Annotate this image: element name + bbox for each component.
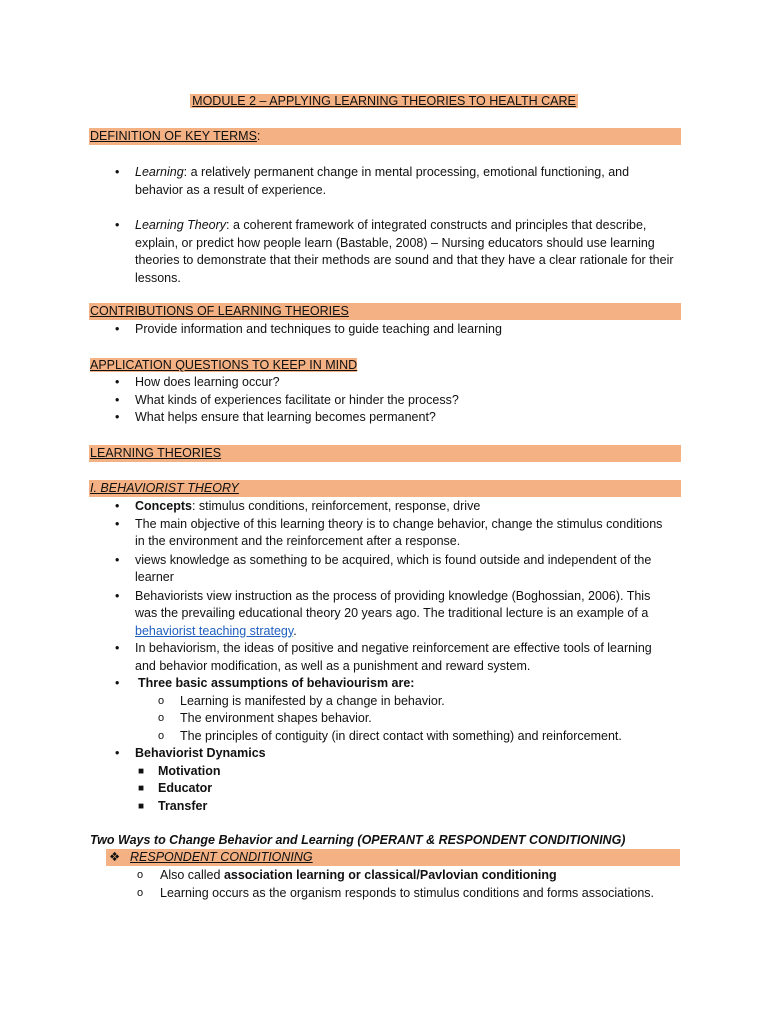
list-item: • The main objective of this learning theory is to change behavior, change the stimulus conditions in the environment and the reinforcement after a response. (115, 516, 663, 548)
section-header-definitions: DEFINITION OF KEY TERMS: (89, 128, 681, 145)
bullet-icon: • (115, 746, 120, 760)
two-ways-heading: Two Ways to Change Behavior and Learning (OPERANT & RESPONDENT CONDITIONING) (90, 833, 626, 847)
sub-list-item: o Learning is manifested by a change in behavior. (0, 693, 680, 711)
square-bullet-icon: ■ (138, 765, 145, 777)
list-item: • Provide information and techniques to guide teaching and learning (0, 321, 675, 339)
sub-list-item: ■ Transfer (0, 798, 658, 816)
sub-list-item: ■ Educator (0, 780, 658, 798)
bullet-icon: • (115, 676, 120, 690)
application-list (0, 374, 768, 427)
bullet-icon: • (115, 641, 120, 655)
list-item: • What kinds of experiences facilitate or hinder the process? (0, 392, 675, 410)
list-item: • Three basic assumptions of behaviourism are: (0, 675, 675, 693)
square-bullet-icon: ■ (138, 783, 145, 794)
list-item: • Behaviorist Dynamics (0, 745, 675, 763)
list-item: • What helps ensure that learning becomes permanent? (0, 409, 675, 427)
bullet-icon: • (115, 392, 120, 407)
bullet-icon: • (115, 165, 120, 179)
sub-list-item: o Learning occurs as the organism responds to stimulus conditions and forms associations. (0, 885, 700, 903)
section-header-contributions: CONTRIBUTIONS OF LEARNING THEORIES (89, 303, 681, 320)
bullet-icon: • (115, 410, 120, 424)
section-header-respondent: ❖ RESPONDENT CONDITIONING (106, 849, 680, 866)
circle-bullet-icon: o (158, 729, 165, 742)
bullet-icon: • (115, 322, 120, 336)
definitions-list (0, 164, 768, 287)
bullet-icon: • (115, 516, 120, 531)
sub-list-item: o The environment shapes behavior. (0, 710, 680, 728)
circle-bullet-icon: o (158, 712, 165, 724)
page-title: MODULE 2 – APPLYING LEARNING THEORIES TO HEALTH CARE (192, 94, 576, 108)
bullet-icon: • (115, 218, 120, 232)
list-item: • Learning: a relatively permanent change in mental processing, emotional functioning, and behavior as a result of experience. (115, 165, 630, 197)
list-item: • Learning Theory: a coherent framework of integrated constructs and principles that describe, explain, or predict how people learn (Bastable, 2008) – Nursing educators should use learning theories to demonstrate that their methods are sound and that they have a clear rationale for their lessons. (115, 218, 674, 285)
sub-list-item: o The principles of contiguity (in direct contact with something) and reinforcement. (0, 728, 680, 746)
list-item: • views knowledge as something to be acquired, which is found outside and independent of the learner (115, 552, 652, 584)
sub-list-item: ■ Motivation (0, 763, 658, 781)
section-header-learning-theories: LEARNING THEORIES (89, 445, 681, 462)
circle-bullet-icon: o (137, 886, 144, 899)
section-header-application: APPLICATION QUESTIONS TO KEEP IN MIND (90, 358, 358, 372)
diamond-bullet-icon: ❖ (109, 850, 121, 864)
contributions-list (0, 321, 768, 339)
list-item: • Behaviorists view instruction as the process of providing knowledge (Boghossian, 2006). This was the prevailing educational theory 20 years ago. The traditional lecture is an example of a behaviorist teaching strategy. (115, 588, 651, 638)
sub-list-item: o Also called association learning or classical/Pavlovian conditioning (0, 867, 700, 885)
behaviorist-teaching-strategy-link[interactable]: behaviorist teaching strategy (135, 623, 294, 638)
bullet-icon: • (115, 588, 120, 603)
bullet-icon: • (115, 552, 120, 567)
list-item: • In behaviorism, the ideas of positive and negative reinforcement are effective tools of learning and behavior modification, as well as a punishment and reward system. (115, 641, 652, 673)
list-item: • Concepts: stimulus conditions, reinforcement, response, drive (0, 498, 675, 516)
circle-bullet-icon: o (137, 869, 144, 881)
behaviorist-list (0, 498, 768, 815)
respondent-list (0, 867, 768, 902)
circle-bullet-icon: o (158, 694, 165, 707)
bullet-icon: • (115, 499, 120, 513)
square-bullet-icon: ■ (138, 800, 145, 812)
bullet-icon: • (115, 375, 120, 389)
section-header-behaviorist: I. BEHAVIORIST THEORY (89, 480, 681, 497)
list-item: • How does learning occur? (0, 374, 675, 392)
